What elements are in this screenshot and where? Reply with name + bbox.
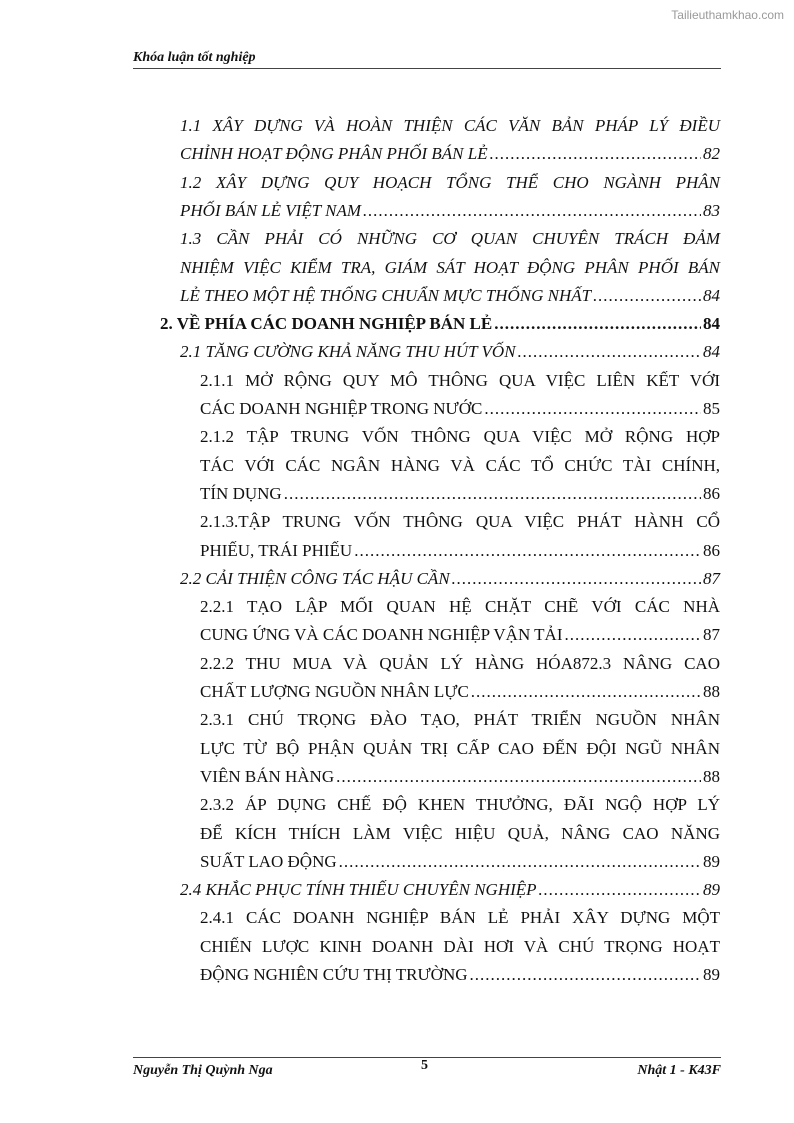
toc-page-number: 89 [703,880,720,900]
toc-leader-dots [484,395,701,423]
toc-leader-dots [339,848,701,876]
toc-entry-text: PHỐI BÁN LẺ VIỆT NAM [180,200,362,220]
toc-entry-line [180,338,720,366]
toc-entry-text: CUNG ỨNG VÀ CÁC DOANH NGHIỆP VẬN TẢI [200,625,563,645]
toc-entry-text: SUẤT LAO ĐỘNG [200,851,337,871]
toc-entry-line: 2.1.1 MỞ RỘNG QUY MÔ THÔNG QUA VIỆC LIÊN KẾT VỚI [200,370,720,390]
toc-entry-text: 2.4 KHẮC PHỤC TÍNH THIẾU CHUYÊN NGHIỆP [180,880,537,900]
toc-entry-line: 2.1.3.TẬP TRUNG VỐN THÔNG QUA VIỆC PHÁT HÀNH CỔ [200,512,720,532]
toc-leader-dots [539,876,701,904]
toc-entry-line [180,197,720,225]
toc-leader-dots [363,197,701,225]
toc-leader-dots [518,338,701,366]
toc-page-number: 86 [703,540,720,560]
toc-leader-dots [494,310,701,338]
toc-entry-line [200,961,720,989]
toc-entry-line [200,678,720,706]
toc-entry-text: 2. VỀ PHÍA CÁC DOANH NGHIỆP BÁN LẺ [160,314,493,334]
toc-entry-text: CHỈNH HOẠT ĐỘNG PHÂN PHỐI BÁN LẺ [180,144,488,164]
toc-page-number: 87 [703,568,720,588]
toc-leader-dots [593,282,701,310]
toc-page-number: 87 [703,625,720,645]
toc-entry-text: PHIẾU, TRÁI PHIẾU [200,540,353,560]
toc-entry-text: ĐỘNG NGHIÊN CỨU THỊ TRƯỜNG [200,965,468,984]
toc-entry-text: 2.2 CẢI THIỆN CÔNG TÁC HẬU CẦN [180,568,450,588]
footer-author: Nguyễn Thị Quỳnh Nga [133,1063,273,1078]
toc-entry-line [160,310,720,338]
toc-entry-line [180,565,720,593]
watermark: Tailieuthamkhao.com [671,8,784,22]
toc-page-number: 86 [703,483,720,503]
toc-entry-line: 1.1 XÂY DỰNG VÀ HOÀN THIỆN CÁC VĂN BẢN PHÁP LÝ ĐIỀU [180,116,720,135]
toc-page-number: 89 [703,851,720,871]
toc-entry-line: 2.1.2 TẬP TRUNG VỐN THÔNG QUA VIỆC MỞ RỘNG HỢP [200,427,720,447]
toc-leader-dots [490,140,701,168]
toc-entry-line: LỰC TỪ BỘ PHẬN QUẢN TRỊ CẤP CAO ĐẾN ĐỘI NGŨ NHÂN [200,738,720,758]
toc-entry-line [200,480,720,508]
toc-entry-line: 2.3.1 CHÚ TRỌNG ĐÀO TẠO, PHÁT TRIỂN NGUỒN NHÂN [200,710,720,730]
toc-entry-line [200,763,720,791]
toc-entry-text: TÍN DỤNG [200,483,282,503]
toc-page-number: 89 [703,965,720,984]
toc-entry-line: ĐỂ KÍCH THÍCH LÀM VIỆC HIỆU QUẢ, NÂNG CAO NĂNG [200,823,720,843]
toc-entry-line: NHIỆM VIỆC KIỂM TRA, GIÁM SÁT HOẠT ĐỘNG PHÂN PHỐI BÁN [180,257,720,277]
toc-page-number: 84 [703,314,720,334]
toc-page-number: 84 [703,285,720,305]
toc-entry-line [200,537,720,565]
toc-page-number: 88 [703,766,720,786]
toc-page-number: 82 [703,144,720,164]
toc-entry-line: 2.3.2 ÁP DỤNG CHẾ ĐỘ KHEN THƯỞNG, ĐÃI NGỘ HỢP LÝ [200,795,720,815]
toc-entry-text: 2.1 TĂNG CƯỜNG KHẢ NĂNG THU HÚT VỐN [180,342,516,362]
toc-entry-line [200,848,720,876]
toc-entry-line: 2.4.1 CÁC DOANH NGHIỆP BÁN LẺ PHẢI XÂY DỰNG MỘT [200,908,720,928]
toc-leader-dots [565,621,702,649]
header-title: Khóa luận tốt nghiệp [133,50,256,65]
toc-entry-line [200,621,720,649]
toc-page-number: 84 [703,342,720,362]
toc-page-number: 85 [703,399,720,418]
footer-page-number: 5 [421,1058,428,1073]
footer-class: Nhật 1 - K43F [637,1063,721,1078]
toc-entry-line [180,876,720,904]
toc-entry-text: CÁC DOANH NGHIỆP TRONG NƯỚC [200,399,483,418]
toc-entry-line [180,140,720,168]
toc-entry-line: CHIẾN LƯỢC KINH DOANH DÀI HƠI VÀ CHÚ TRỌNG HOẠT [200,936,720,956]
toc-entry-line [200,395,720,423]
toc-entry-line [180,282,720,310]
toc-page-number: 88 [703,682,720,701]
toc-entry-text: VIÊN BÁN HÀNG [200,766,335,786]
toc-leader-dots [336,763,701,791]
toc-entry-line: 1.3 CẦN PHẢI CÓ NHỮNG CƠ QUAN CHUYÊN TRÁCH ĐẢM [180,229,720,249]
toc-leader-dots [470,961,701,989]
toc-leader-dots [354,537,701,565]
toc-entry-text: LẺ THEO MỘT HỆ THỐNG CHUẨN MỰC THỐNG NHẤT [180,285,592,305]
toc-leader-dots [284,480,701,508]
header-divider [133,68,721,69]
toc-page-number: 83 [703,200,720,220]
toc-entry-line: TÁC VỚI CÁC NGÂN HÀNG VÀ CÁC TỔ CHỨC TÀI CHÍNH, [200,455,720,475]
toc-leader-dots [452,565,701,593]
toc-leader-dots [471,678,701,706]
toc-entry-line: 2.2.2 THU MUA VÀ QUẢN LÝ HÀNG HÓA872.3 NÂNG CAO [200,653,720,673]
toc-entry-text: CHẤT LƯỢNG NGUỒN NHÂN LỰC [200,682,469,701]
toc-entry-line: 1.2 XÂY DỰNG QUY HOẠCH TỔNG THỂ CHO NGÀNH PHÂN [180,172,720,192]
toc-entry-line: 2.2.1 TẠO LẬP MỐI QUAN HỆ CHẶT CHẼ VỚI CÁC NHÀ [200,597,720,617]
